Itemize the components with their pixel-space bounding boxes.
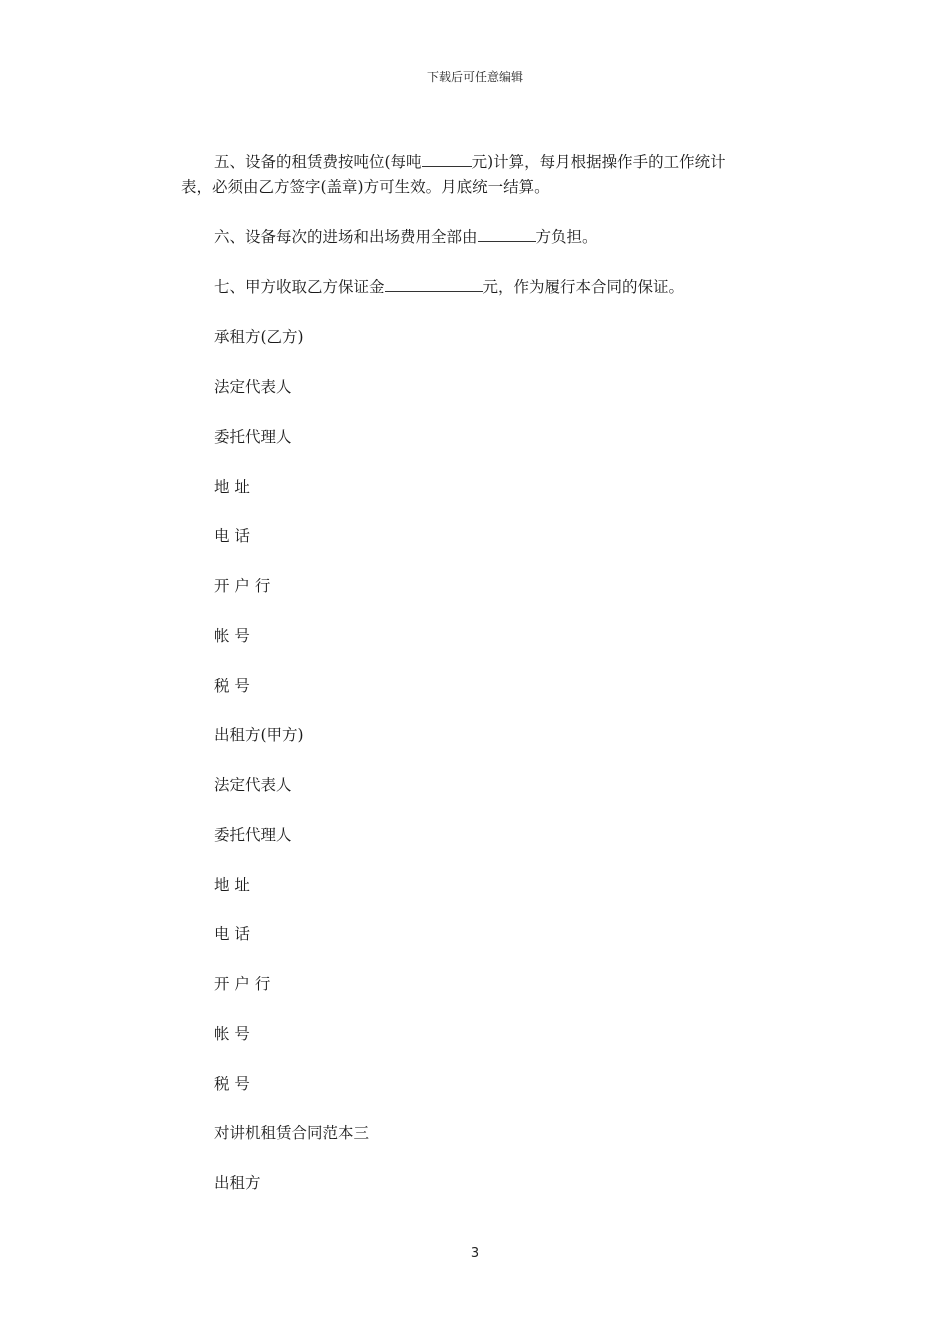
lessor-bank: 开 户 行 [214,975,271,993]
lessor-tax-id: 税 号 [214,1075,250,1093]
lessor-account: 帐 号 [214,1025,250,1043]
lessee-address: 地 址 [214,478,250,496]
clause-5-line-2: 表，必须由乙方签字(盖章)方可生效。月底统一结算。 [181,178,550,196]
clause-6-text-b: 方负担。 [535,228,598,246]
lessee-account: 帐 号 [214,627,250,645]
lessee-phone: 电 话 [214,527,250,545]
clause-6 [214,224,598,250]
lessor-address: 地 址 [214,876,250,894]
lessee-legal-rep: 法定代表人 [214,378,292,396]
clause-5-line-1 [214,149,726,175]
lessor-phone: 电 话 [214,925,250,943]
contract-template-3-title: 对讲机租赁合同范本三 [214,1124,370,1142]
clause-5-text-b: 元)计算，每月根据操作手的工作统计 [471,153,726,171]
clause-7-text-a: 七、甲方收取乙方保证金 [214,278,385,296]
lessor-agent: 委托代理人 [214,826,292,844]
lessee-agent: 委托代理人 [214,428,292,446]
lessee-bank: 开 户 行 [214,577,271,595]
clause-6-text-a: 六、设备每次的进场和出场费用全部由 [214,228,478,246]
cost-bearer-blank [478,225,536,242]
clause-5-text-a: 五、设备的租赁费按吨位(每吨 [214,153,422,171]
lessee-heading: 承租方(乙方) [214,328,304,346]
deposit-amount-blank [385,275,483,292]
clause-7 [214,274,684,300]
lessor-legal-rep: 法定代表人 [214,776,292,794]
tonnage-price-blank [422,150,472,167]
lessor-heading: 出租方(甲方) [214,726,304,744]
next-lessor-label: 出租方 [214,1174,261,1192]
page-number: 3 [470,1246,480,1261]
page-header: 下载后可任意编辑 [426,70,523,84]
clause-7-text-b: 元，作为履行本合同的保证。 [482,278,685,296]
lessee-tax-id: 税 号 [214,677,250,695]
